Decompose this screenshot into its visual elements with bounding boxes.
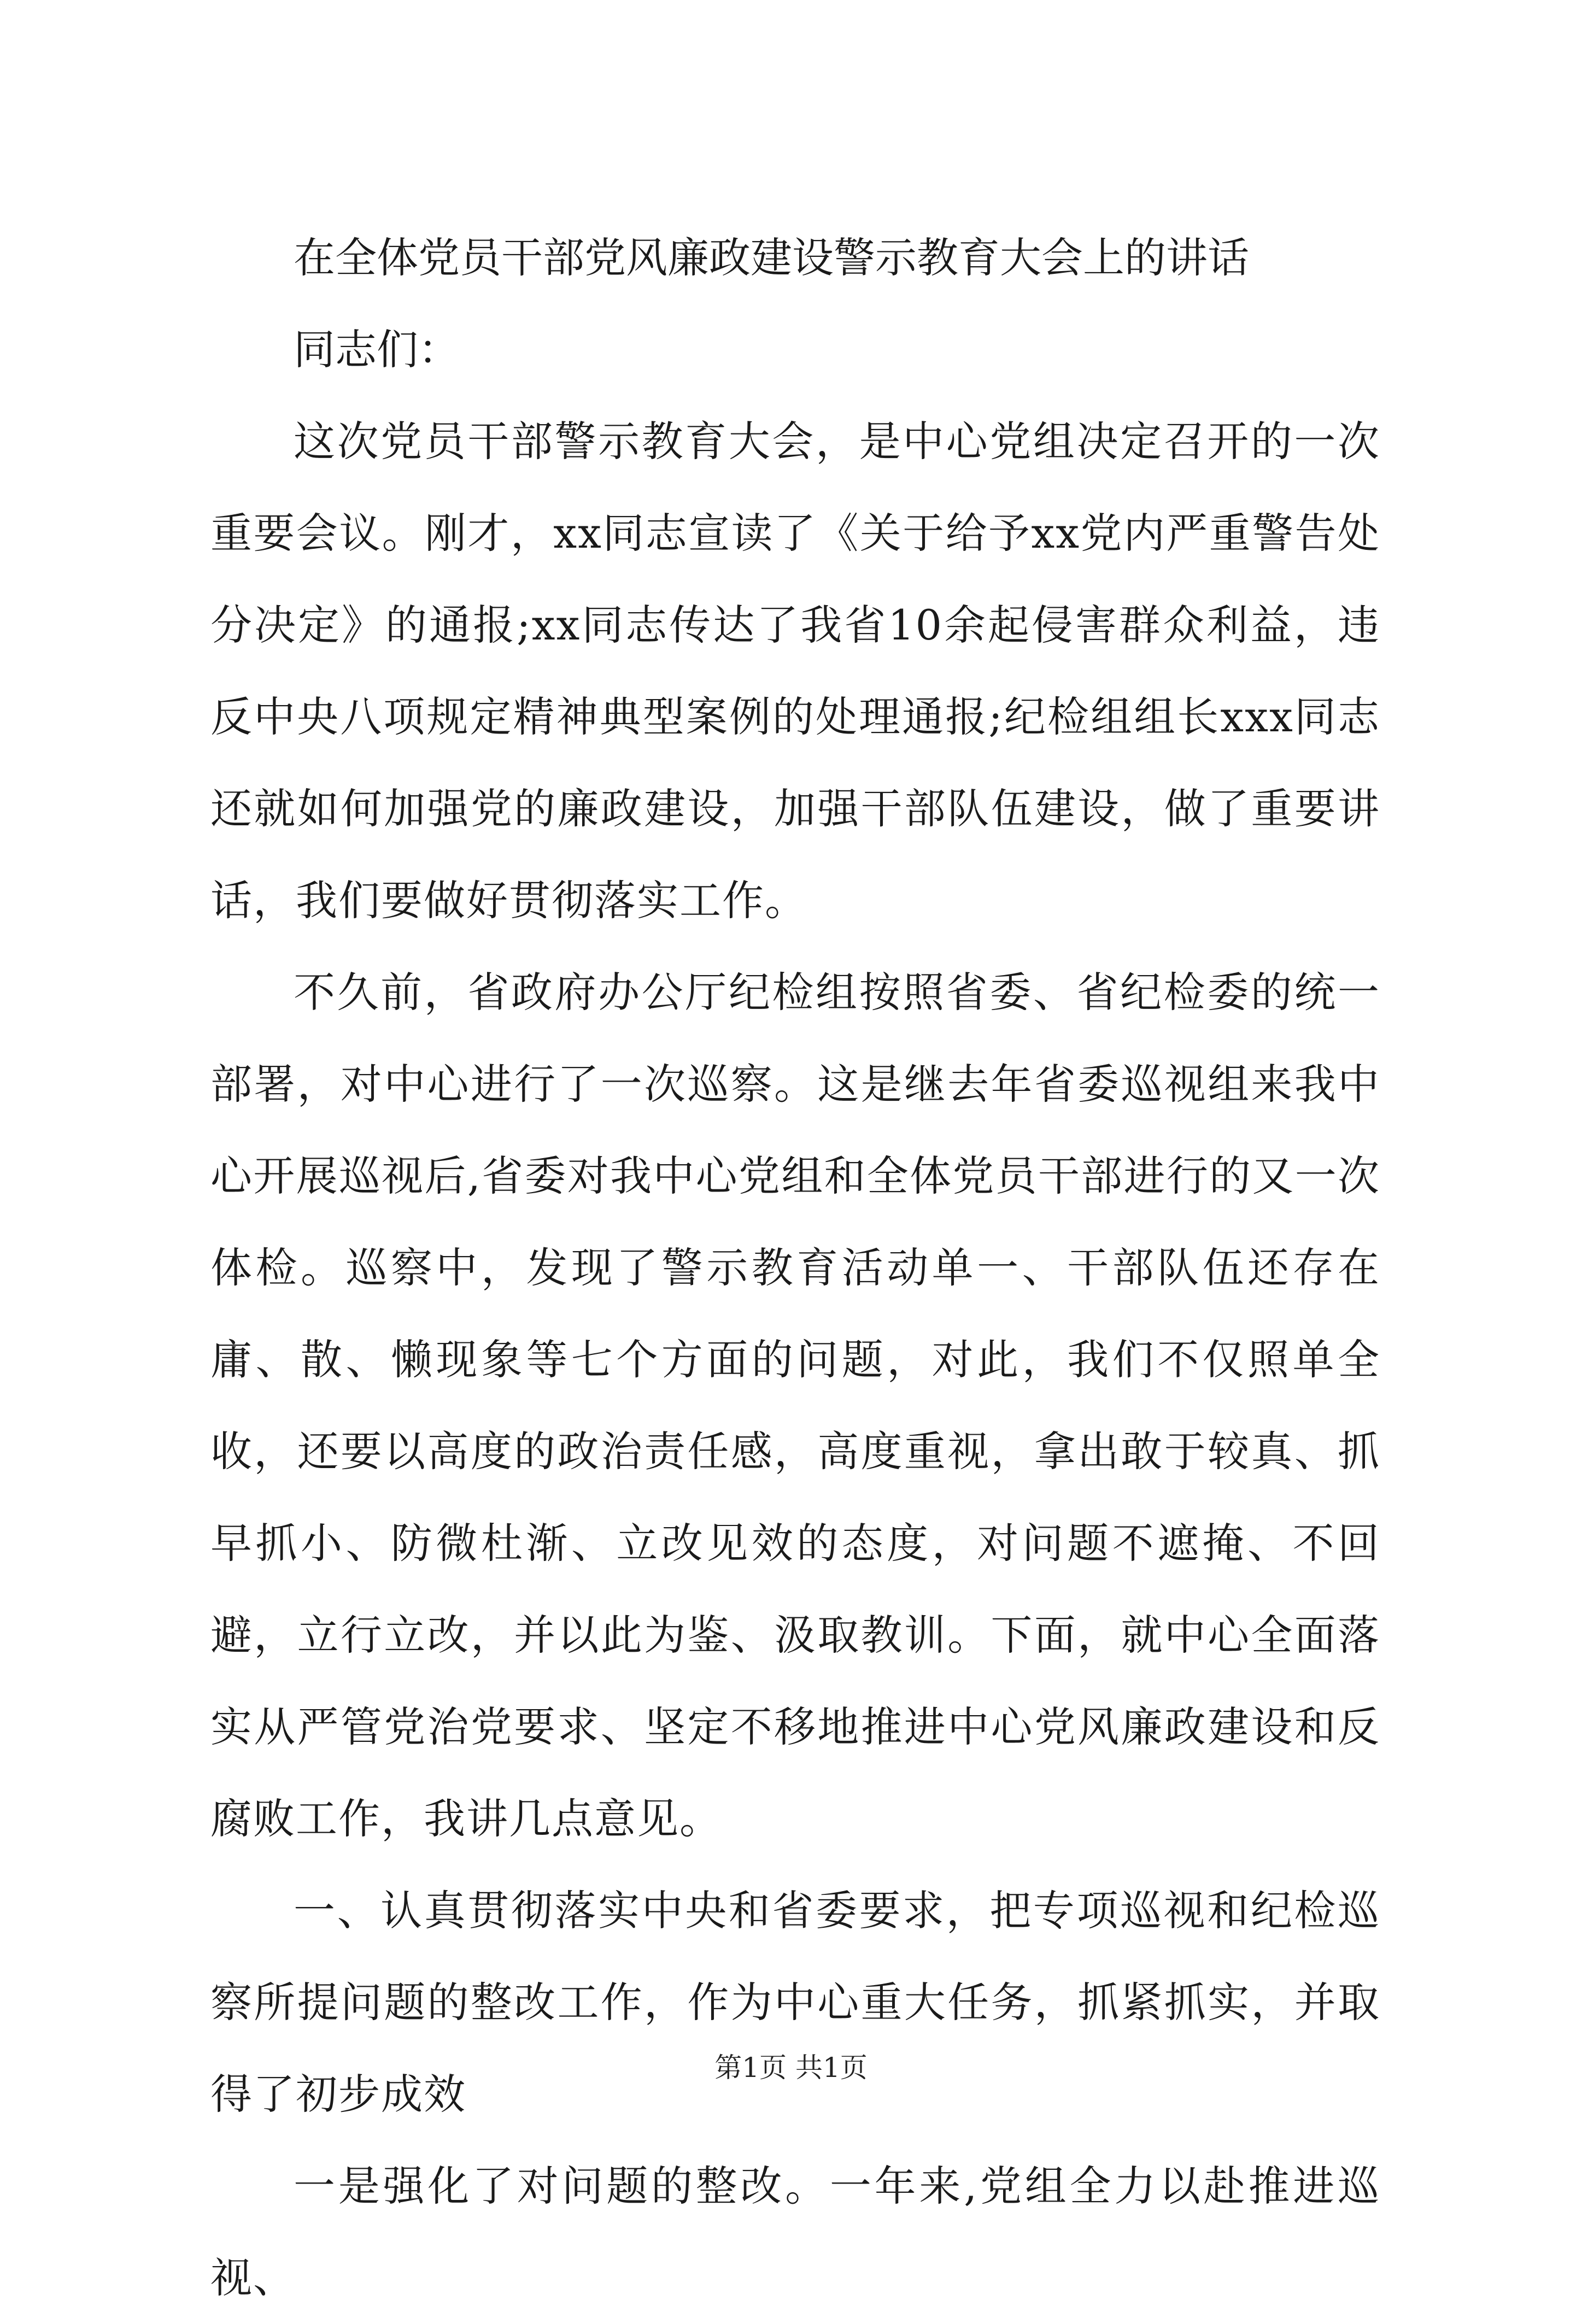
page-number-footer: 第1页 共1页 xyxy=(714,2052,868,2084)
document-title: 在全体党员干部党风廉政建设警示教育大会上的讲话 xyxy=(294,233,1249,282)
document-body xyxy=(210,212,1380,2324)
section-heading-1: 一、认真贯彻落实中央和省委要求，把专项巡视和纪检巡察所提问题的整改工作，作为中心重大任务，抓紧抓实，并取得了初步成效 xyxy=(210,1886,1380,2118)
paragraph-2: 不久前，省政府办公厅纪检组按照省委、省纪检委的统一部署，对中心进行了一次巡察。这是继去年省委巡视组来我中心开展巡视后,省委对我中心党组和全体党员干部进行的又一次体检。巡察中，发现了警示教育活动单一、干部队伍还存在庸、散、懒现象等七个方面的问题，对此，我们不仅照单全收，还要以高度的政治责任感，高度重视，拿出敢于较真、抓早抓小、防微杜渐、立改见效的态度，对问题不遮掩、不回避，立行立改，并以此为鉴、汲取教训。下面，就中心全面落实从严管党治党要求、坚定不移地推进中心党风廉政建设和反腐败工作，我讲几点意见。 xyxy=(210,968,1380,1843)
salutation: 同志们： xyxy=(294,325,460,374)
paragraph-3: 一是强化了对问题的整改。一年来,党组全力以赴推进巡视、 xyxy=(210,2162,1380,2302)
paragraph-1: 这次党员干部警示教育大会，是中心党组决定召开的一次重要会议。刚才，xx同志宣读了《关于给予xx党内严重警告处分决定》的通报;xx同志传达了我省10余起侵害群众利益，违反中央八项规定精神典型案例的处理通报;纪检组组长xxx同志还就如何加强党的廉政建设，加强干部队伍建设，做了重要讲话，我们要做好贯彻落实工作。 xyxy=(210,417,1380,925)
